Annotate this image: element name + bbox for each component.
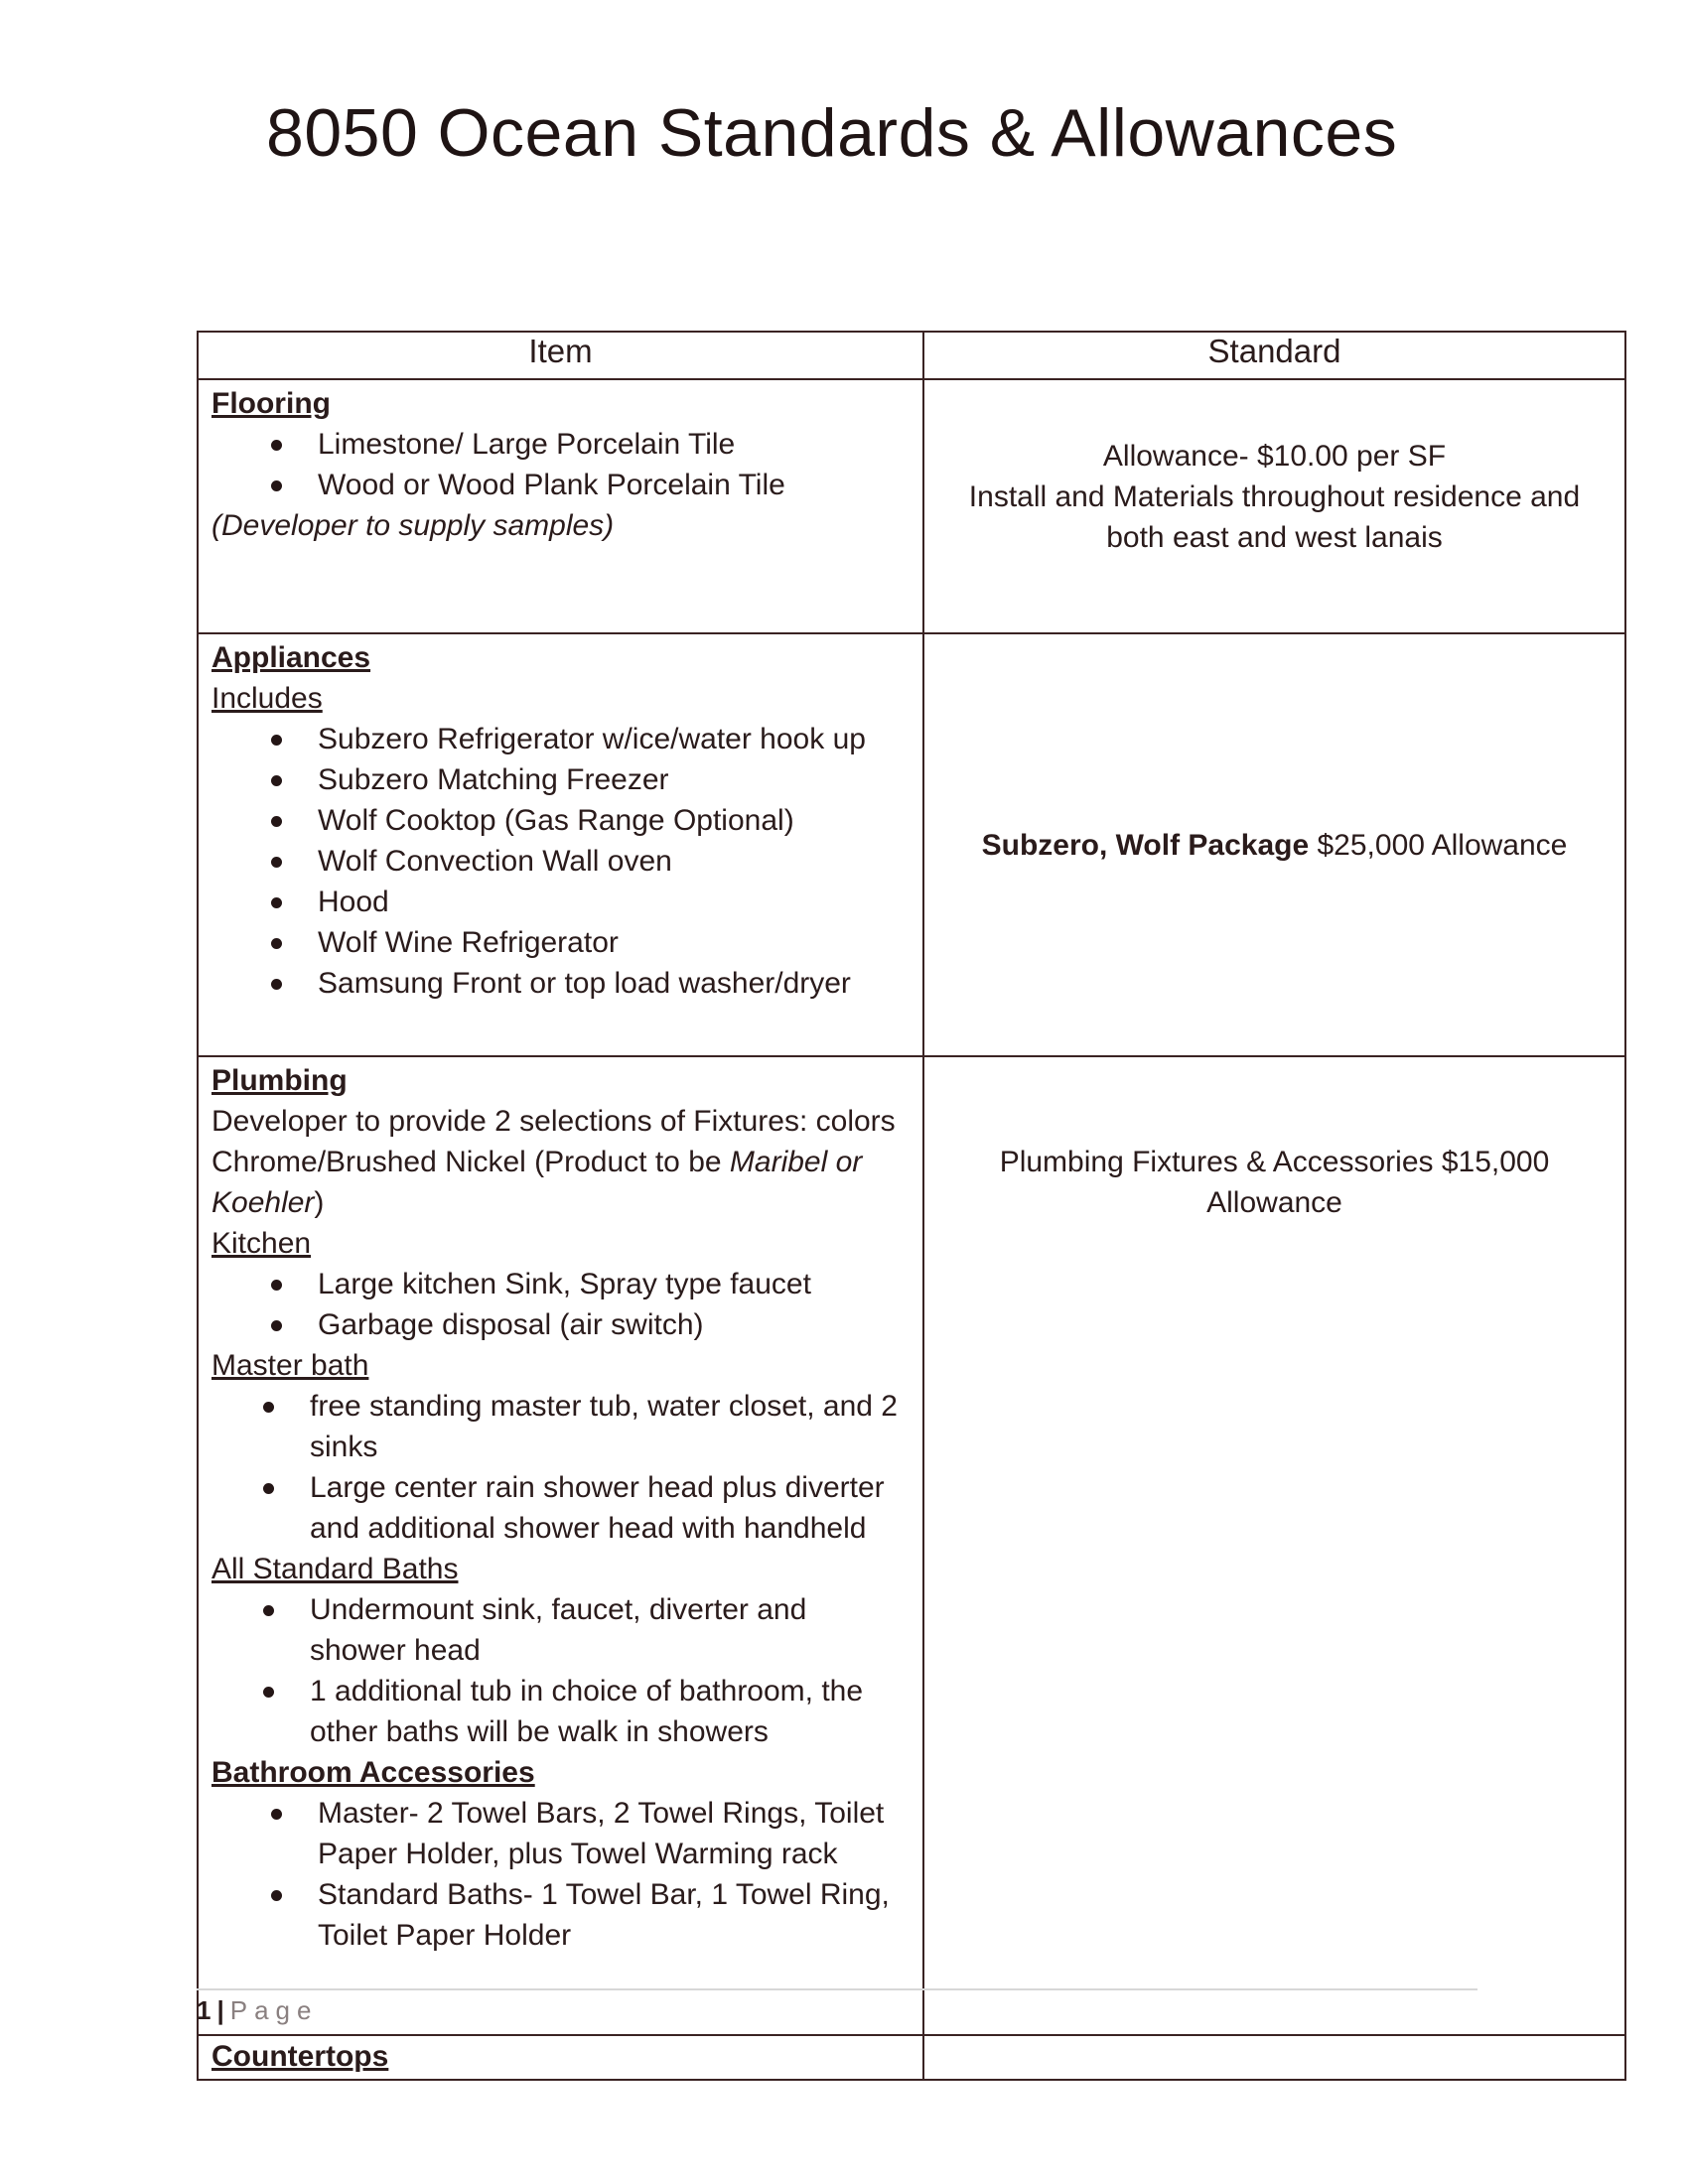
footer-divider <box>197 1988 1477 1990</box>
flooring-standard-cell <box>923 379 1625 633</box>
list-item: Standard Baths- 1 Towel Bar, 1 Towel Ring, Toilet Paper Holder <box>211 1874 905 1956</box>
flooring-standard-line: Install and Materials throughout residence and <box>968 480 1581 513</box>
list-item: Large kitchen Sink, Spray type faucet <box>211 1264 905 1304</box>
header-item: Item <box>198 332 923 379</box>
appliances-standard-cell <box>923 633 1625 1056</box>
standards-table <box>197 331 1626 2081</box>
bathroom-accessories-heading: Bathroom Accessories <box>211 1756 535 1789</box>
page-number: 1 <box>197 1995 211 2025</box>
list-item: Samsung Front or top load washer/dryer <box>211 963 905 1004</box>
list-item: 1 additional tub in choice of bathroom, the other baths will be walk in showers <box>211 1671 905 1752</box>
appliances-subheading: Includes <box>211 682 323 715</box>
kitchen-list <box>211 1264 905 1345</box>
list-item: Limestone/ Large Porcelain Tile <box>211 424 905 465</box>
plumbing-brand-2: Koehler <box>211 1186 315 1219</box>
plumbing-intro-line: Developer to provide 2 selections of Fixtures: colors <box>211 1105 896 1138</box>
list-item: Master- 2 Towel Bars, 2 Towel Rings, Toilet Paper Holder, plus Towel Warming rack <box>211 1793 905 1874</box>
plumbing-intro-close: ) <box>314 1186 325 1219</box>
plumbing-standard-line: Plumbing Fixtures & Accessories $15,000 <box>999 1146 1550 1178</box>
standard-baths-list <box>211 1589 905 1752</box>
table-row-plumbing <box>198 1056 1625 2035</box>
kitchen-heading: Kitchen <box>211 1227 312 1260</box>
countertops-standard-cell <box>923 2035 1625 2080</box>
list-item: Hood <box>211 882 905 922</box>
countertops-item-cell <box>198 2035 923 2080</box>
appliances-heading: Appliances <box>211 641 371 674</box>
master-bath-list <box>211 1386 905 1549</box>
flooring-heading: Flooring <box>211 387 331 420</box>
list-item: Wolf Cooktop (Gas Range Optional) <box>211 800 905 841</box>
flooring-standard-line: Allowance- $10.00 per SF <box>1102 440 1447 473</box>
flooring-item-cell <box>198 379 923 633</box>
plumbing-standard-line: Allowance <box>1206 1186 1342 1219</box>
plumbing-item-cell <box>198 1056 923 2035</box>
list-item: Wood or Wood Plank Porcelain Tile <box>211 465 905 505</box>
footer-separator: | <box>216 1995 224 2025</box>
appliances-list <box>211 719 905 1004</box>
list-item: Subzero Refrigerator w/ice/water hook up <box>211 719 905 759</box>
list-item: Subzero Matching Freezer <box>211 759 905 800</box>
plumbing-standard-cell <box>923 1056 1625 2035</box>
page-footer <box>197 1995 318 2026</box>
flooring-note: (Developer to supply samples) <box>211 509 615 542</box>
list-item: Wolf Wine Refrigerator <box>211 922 905 963</box>
plumbing-intro-line <box>211 1142 905 1182</box>
list-item: free standing master tub, water closet, and 2 sinks <box>211 1386 905 1467</box>
list-item: Wolf Convection Wall oven <box>211 841 905 882</box>
plumbing-intro-line <box>211 1182 905 1223</box>
bathroom-accessories-list <box>211 1793 905 1956</box>
list-item: Garbage disposal (air switch) <box>211 1304 905 1345</box>
flooring-list <box>211 424 905 505</box>
flooring-standard-line: both east and west lanais <box>1106 521 1443 554</box>
countertops-heading: Countertops <box>211 2040 389 2073</box>
table-row-countertops <box>198 2035 1625 2080</box>
plumbing-heading: Plumbing <box>211 1064 348 1097</box>
standard-baths-heading: All Standard Baths <box>211 1553 459 1585</box>
table-header-row <box>198 332 1625 379</box>
header-standard: Standard <box>923 332 1625 379</box>
table-row-appliances <box>198 633 1625 1056</box>
appliances-standard-text: $25,000 Allowance <box>1309 828 1568 862</box>
plumbing-intro-text: Chrome/Brushed Nickel (Product to be <box>211 1146 730 1178</box>
appliances-item-cell <box>198 633 923 1056</box>
page-label: Page <box>229 1995 319 2025</box>
plumbing-brand-1: Maribel or <box>729 1146 863 1178</box>
list-item: Large center rain shower head plus diverter and additional shower head with handheld <box>211 1467 905 1549</box>
appliances-standard-bold: Subzero, Wolf Package <box>981 828 1310 862</box>
list-item: Undermount sink, faucet, diverter and shower head <box>211 1589 905 1671</box>
master-bath-heading: Master bath <box>211 1349 369 1382</box>
page-title: 8050 Ocean Standards & Allowances <box>266 95 1398 171</box>
table-row-flooring <box>198 379 1625 633</box>
